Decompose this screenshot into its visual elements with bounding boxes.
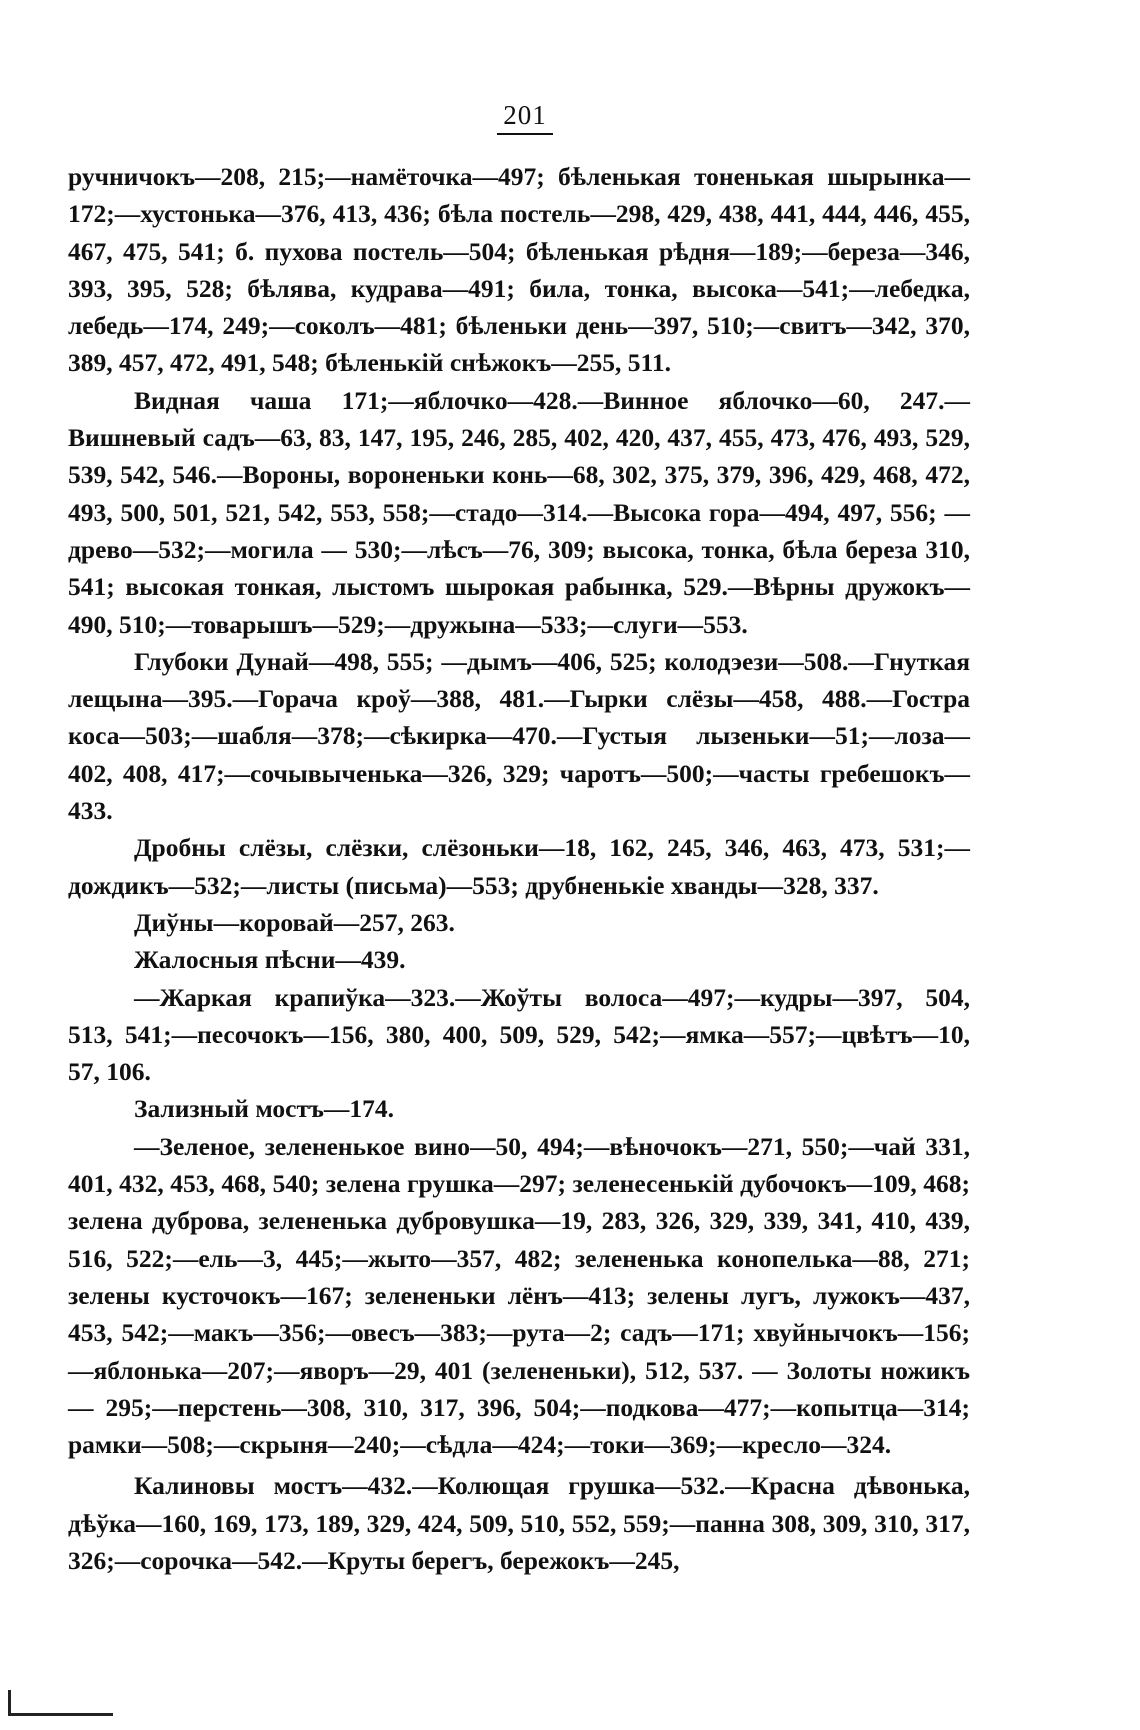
paragraph-d-entries: Дробны слёзы, слёзки, слёзоньки—18, 162, 245, 346, 463, 473, 531;—дождикъ—532;—листы (письма)—553; друбненькіе хванды—328, 337.: [68, 833, 970, 900]
paragraph-z-entries: —Зеленое, зелененькое вино—50, 494;—вѣночокъ—271, 550;—чай 331, 401, 432, 453, 468, 540; зелена грушка—297; зеленесенькій дубочокъ—109, 468; зелена дуброва, зелененька дубровушка—19, 283, 326, 329, 339, 341, 410, 439, 516, 522;—ель—3, 445;—жыто—357, 482; зелененька конопелька—88, 271; зелены кусточокъ—167; зелененьки лёнъ—413; зелены лугъ, лужокъ—437, 453, 542;—макъ—356;—овесъ—383;—рута—2; садъ—171; хвуйнычокъ—156;—яблонька—207;—яворъ—29, 401 (зелененьки), 512, 537. — Золоты ножикъ — 295;—перстень—308, 310, 317, 396, 504;—подкова—477;—копытца—314; рамки—508;—скрыня—240;—сѣдла—424;—токи—369;—кресло—324.: [68, 1131, 970, 1460]
corner-mark-horizontal: [8, 1713, 113, 1716]
scan-corner-mark: [4, 1690, 114, 1716]
paragraph-g-entries: Глубоки Дунай—498, 555; —дымъ—406, 525; колодэези—508.—Гнуткая лещына—395.—Горача кроў—388, 481.—Гырки слёзы—458, 488.—Гостра коса—503;—шабля—378;—сѣкирка—470.—Густыя лызеньки—51;—лоза—402, 408, 417;—сочывыченька—326, 329; чаротъ—500;—часты гребешокъ—433.: [68, 646, 970, 826]
paragraph-continuation: ручничокъ—208, 215;—намёточка—497; бѣленькая тоненькая шырынка—172;—хустонька—376, 413, 436; бѣла постель—298, 429, 438, 441, 444, 446, 455, 467, 475, 541; б. пухова постель—504; бѣленькая рѣдня—189;—береза—346, 393, 395, 528; бѣлява, кудрава—491; била, тонка, высока—541;—лебедка, лебедь—174, 249;—соколъ—481; бѣленьки день—397, 510;—свитъ—342, 370, 389, 457, 472, 491, 548; бѣленькій снѣжокъ—255, 511.: [68, 162, 970, 378]
paragraph-k-entries: Калиновы мостъ—432.—Колющая грушка—532.—Красна дѣвонька, дѣўка—160, 169, 173, 189, 329, 424, 509, 510, 552, 559;—панна 308, 309, 310, 317, 326;—сорочка—542.—Круты берегъ, бережокъ—245,: [68, 1471, 970, 1575]
document-body: [68, 158, 970, 1579]
paragraph-zhalosnyya: Жалосныя пѣсни—439.: [134, 945, 406, 975]
page-number: [0, 100, 1050, 135]
paragraph-divny: Диўны—коровай—257, 263.: [134, 907, 455, 937]
paragraph-zaliznyi: Зализный мостъ—174.: [134, 1094, 394, 1124]
paragraph-v-entries: Видная чаша 171;—яблочко—428.—Винное яблочко—60, 247.—Вишневый садъ—63, 83, 147, 195, 246, 285, 402, 420, 437, 455, 473, 476, 493, 529, 539, 542, 546.—Вороны, вороненьки конь—68, 302, 375, 379, 396, 429, 468, 472, 493, 500, 501, 521, 542, 553, 558;—стадо—314.—Высока гора—494, 497, 556; —древо—532;—могила — 530;—лѣсъ—76, 309; высока, тонка, бѣла береза 310, 541; высокая тонкая, лыстомъ шырокая рабынка, 529.—Вѣрны дружокъ—490, 510;—товарышъ—529;—дружына—533;—слуги—553.: [68, 385, 970, 639]
paragraph-zh-entries: —Жаркая крапиўка—323.—Жоўты волоса—497;—кудры—397, 504, 513, 541;—песочокъ—156, 380, 400, 509, 529, 542;—ямка—557;—цвѣтъ—10, 57, 106.: [68, 982, 970, 1087]
page-number-text: 201: [497, 100, 553, 135]
